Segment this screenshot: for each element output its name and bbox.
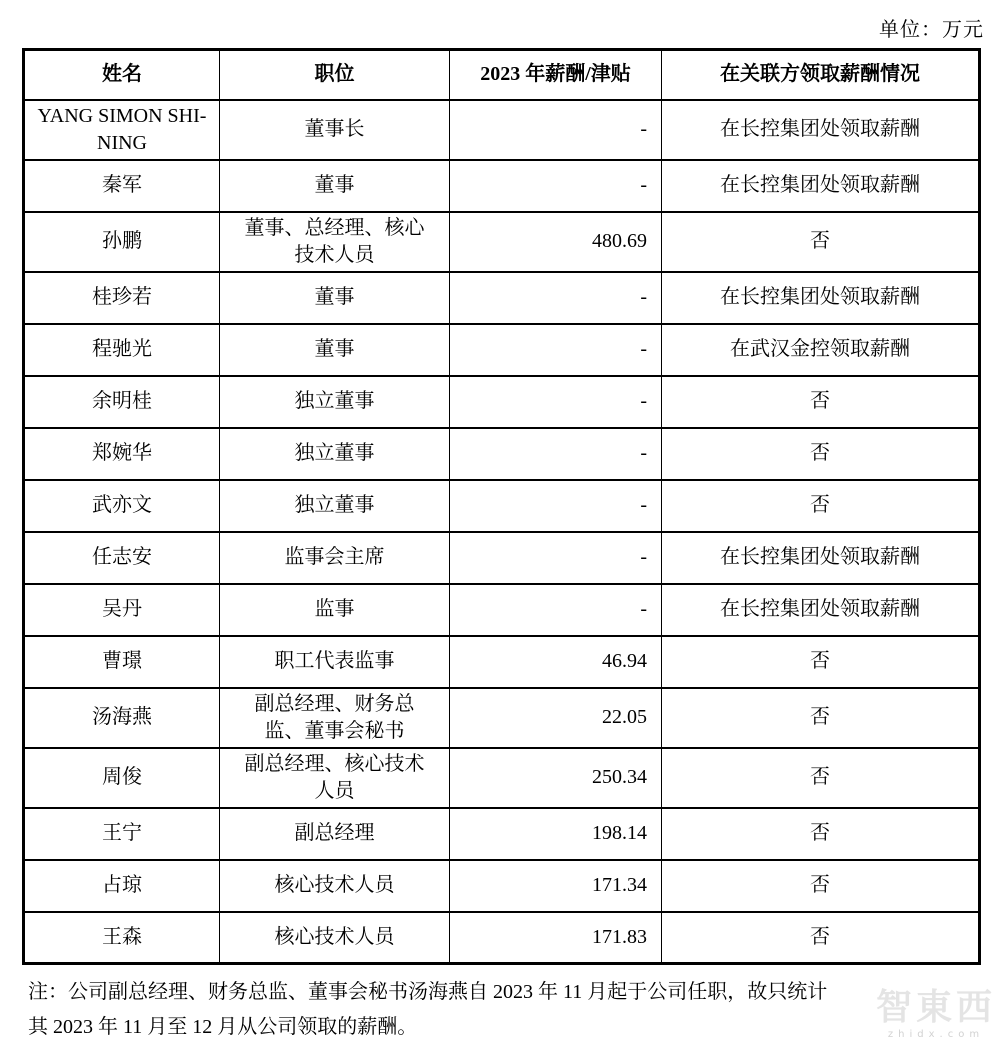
table-row: [24, 860, 980, 912]
cell-related: 否: [662, 212, 980, 272]
salary-table: [22, 48, 981, 965]
cell-name: 孙鹏: [24, 212, 220, 272]
cell-salary: 198.14: [450, 808, 662, 860]
cell-position: 监事: [220, 584, 450, 636]
cell-name: 程驰光: [24, 324, 220, 376]
cell-position: 核心技术人员: [220, 912, 450, 964]
table-row: [24, 212, 980, 272]
cell-position: 副总经理、核心技术人员: [220, 748, 450, 808]
cell-salary: -: [450, 376, 662, 428]
cell-salary: 171.34: [450, 860, 662, 912]
watermark-logo: 智東西: [875, 987, 996, 1028]
cell-related: 在长控集团处领取薪酬: [662, 272, 980, 324]
table-row: [24, 324, 980, 376]
cell-related: 否: [662, 860, 980, 912]
table-row: [24, 480, 980, 532]
cell-position: 董事: [220, 160, 450, 212]
cell-position: 独立董事: [220, 376, 450, 428]
cell-name: 武亦文: [24, 480, 220, 532]
cell-related: 否: [662, 912, 980, 964]
cell-related: 否: [662, 428, 980, 480]
table-row: [24, 428, 980, 480]
cell-salary: 46.94: [450, 636, 662, 688]
cell-name: 汤海燕: [24, 688, 220, 748]
cell-position: 职工代表监事: [220, 636, 450, 688]
column-header-salary: 2023 年薪酬/津贴: [450, 50, 662, 100]
footnote: [28, 975, 978, 1045]
cell-name: 任志安: [24, 532, 220, 584]
cell-related: 在长控集团处领取薪酬: [662, 100, 980, 160]
column-header-related: 在关联方领取薪酬情况: [662, 50, 980, 100]
cell-salary: -: [450, 100, 662, 160]
cell-salary: -: [450, 160, 662, 212]
cell-name: YANG SIMON SHI-NING: [24, 100, 220, 160]
table-row: [24, 584, 980, 636]
table-row: [24, 808, 980, 860]
cell-name: 桂珍若: [24, 272, 220, 324]
cell-related: 否: [662, 480, 980, 532]
cell-salary: -: [450, 272, 662, 324]
table-row: [24, 912, 980, 964]
cell-salary: -: [450, 584, 662, 636]
cell-salary: -: [450, 428, 662, 480]
cell-position: 董事、总经理、核心技术人员: [220, 212, 450, 272]
cell-related: 在武汉金控领取薪酬: [662, 324, 980, 376]
cell-salary: -: [450, 480, 662, 532]
cell-name: 曹璟: [24, 636, 220, 688]
cell-salary: 22.05: [450, 688, 662, 748]
cell-position: 副总经理: [220, 808, 450, 860]
cell-salary: 250.34: [450, 748, 662, 808]
cell-related: 否: [662, 636, 980, 688]
table-row: [24, 160, 980, 212]
cell-position: 独立董事: [220, 428, 450, 480]
watermark-url: zhidx.com: [887, 1029, 985, 1040]
cell-name: 余明桂: [24, 376, 220, 428]
cell-name: 占琼: [24, 860, 220, 912]
unit-label: 单位：万元: [879, 19, 984, 41]
table-row: [24, 636, 980, 688]
cell-name: 王宁: [24, 808, 220, 860]
cell-position: 董事: [220, 324, 450, 376]
cell-related: 否: [662, 376, 980, 428]
cell-salary: -: [450, 324, 662, 376]
cell-related: 在长控集团处领取薪酬: [662, 160, 980, 212]
table-row: [24, 688, 980, 748]
cell-related: 在长控集团处领取薪酬: [662, 584, 980, 636]
cell-name: 郑婉华: [24, 428, 220, 480]
cell-position: 副总经理、财务总监、董事会秘书: [220, 688, 450, 748]
table-body: [24, 100, 980, 964]
table-row: [24, 532, 980, 584]
cell-name: 吴丹: [24, 584, 220, 636]
cell-position: 董事: [220, 272, 450, 324]
cell-salary: 480.69: [450, 212, 662, 272]
cell-position: 核心技术人员: [220, 860, 450, 912]
footnote-line-2: 其 2023 年 11 月至 12 月从公司领取的薪酬。: [28, 1016, 418, 1038]
cell-name: 周俊: [24, 748, 220, 808]
cell-position: 独立董事: [220, 480, 450, 532]
table-row: [24, 748, 980, 808]
cell-related: 否: [662, 748, 980, 808]
table-row: [24, 100, 980, 160]
cell-related: 否: [662, 688, 980, 748]
cell-name: 王森: [24, 912, 220, 964]
table-row: [24, 376, 980, 428]
footnote-line-1: 注：公司副总经理、财务总监、董事会秘书汤海燕自 2023 年 11 月起于公司任职，故只统计: [28, 981, 828, 1003]
cell-position: 董事长: [220, 100, 450, 160]
cell-salary: 171.83: [450, 912, 662, 964]
cell-related: 否: [662, 808, 980, 860]
column-header-name: 姓名: [24, 50, 220, 100]
table-header-row: [24, 50, 980, 100]
column-header-position: 职位: [220, 50, 450, 100]
cell-salary: -: [450, 532, 662, 584]
cell-related: 在长控集团处领取薪酬: [662, 532, 980, 584]
cell-name: 秦军: [24, 160, 220, 212]
table-row: [24, 272, 980, 324]
cell-position: 监事会主席: [220, 532, 450, 584]
